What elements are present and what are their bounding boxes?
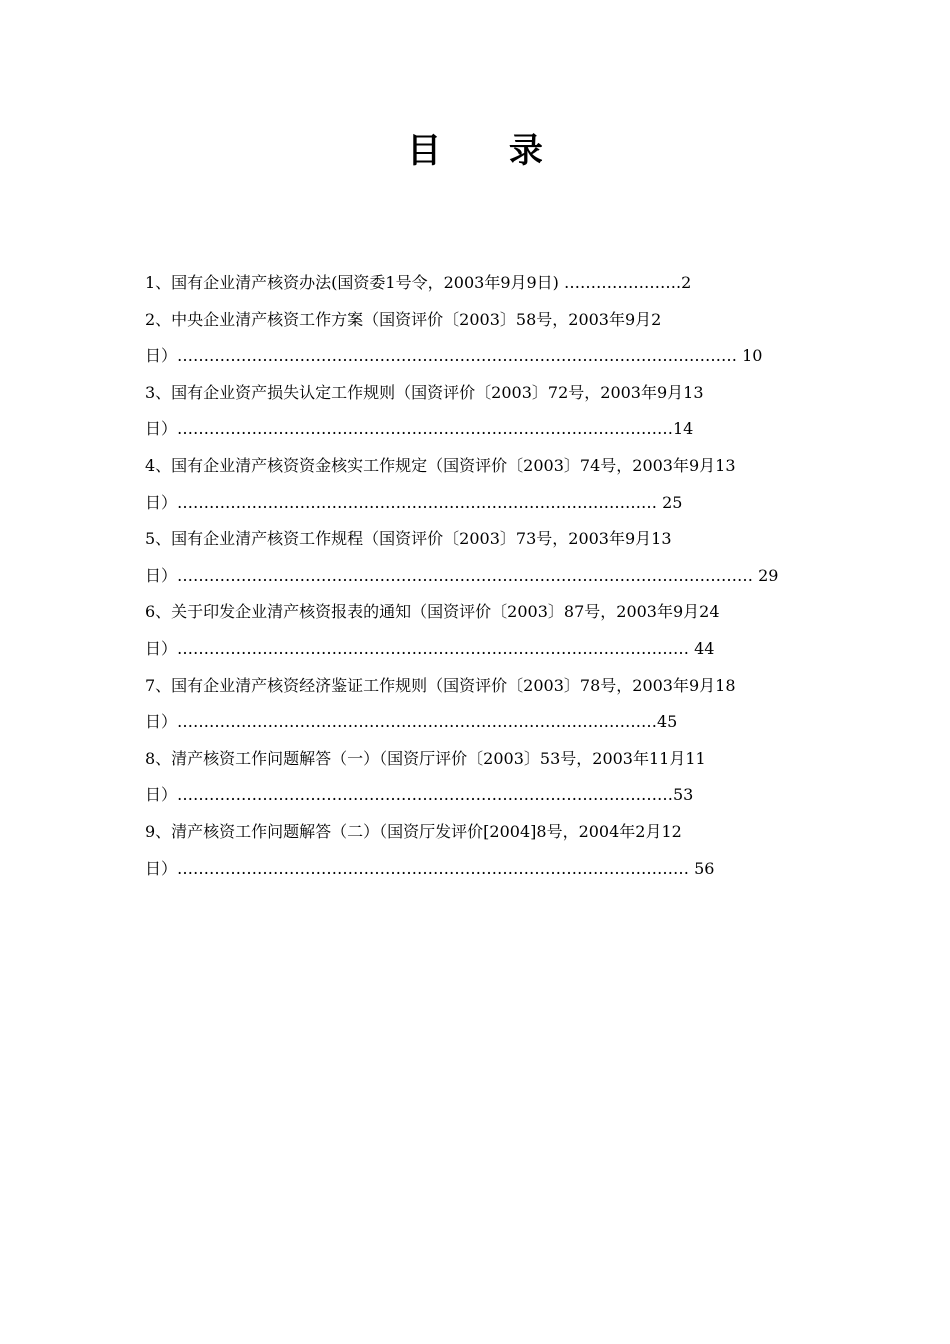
page-title: 目 录 bbox=[407, 131, 571, 171]
toc-entry-6: 6、关于印发企业清产核资报表的通知（国资评价〔2003〕87号，2003年9月24日）…………………………………………………………………………………… 44 bbox=[145, 602, 720, 658]
table-of-contents bbox=[145, 265, 810, 887]
toc-entry-5: 5、国有企业清产核资工作规程（国资评价〔2003〕73号，2003年9月13日）……………………………………………………………………………………………… 29 bbox=[145, 529, 779, 585]
toc-entry-8: 8、清产核资工作问题解答（一）（国资厅评价〔2003〕53号，2003年11月11日）…………………………………………………………………………………53 bbox=[145, 748, 706, 805]
toc-entry-4: 4、国有企业清产核资资金核实工作规定（国资评价〔2003〕74号，2003年9月13日）……………………………………………………………………………… 25 bbox=[145, 455, 736, 512]
toc-entry-1: 1、国有企业清产核资办法(国资委1号令，2003年9月9日) ………………….2 bbox=[145, 273, 692, 292]
toc-entry-2: 2、中央企业清产核资工作方案（国资评价〔2003〕58号，2003年9月2日）…………………………………………………………………………………………… 10 bbox=[145, 309, 763, 366]
toc-entry-9: 9、清产核资工作问题解答（二）（国资厅发评价[2004]8号，2004年2月12日）…………………………………………………………………………………… 56 bbox=[145, 821, 715, 878]
toc-entry-3: 3、国有企业资产损失认定工作规则（国资评价〔2003〕72号，2003年9月13日）…………………………………………………………………………………14 bbox=[145, 382, 704, 439]
toc-entry-7: 7、国有企业清产核资经济鉴证工作规则（国资评价〔2003〕78号，2003年9月18日）………………………………………………………………………………45 bbox=[145, 675, 736, 732]
